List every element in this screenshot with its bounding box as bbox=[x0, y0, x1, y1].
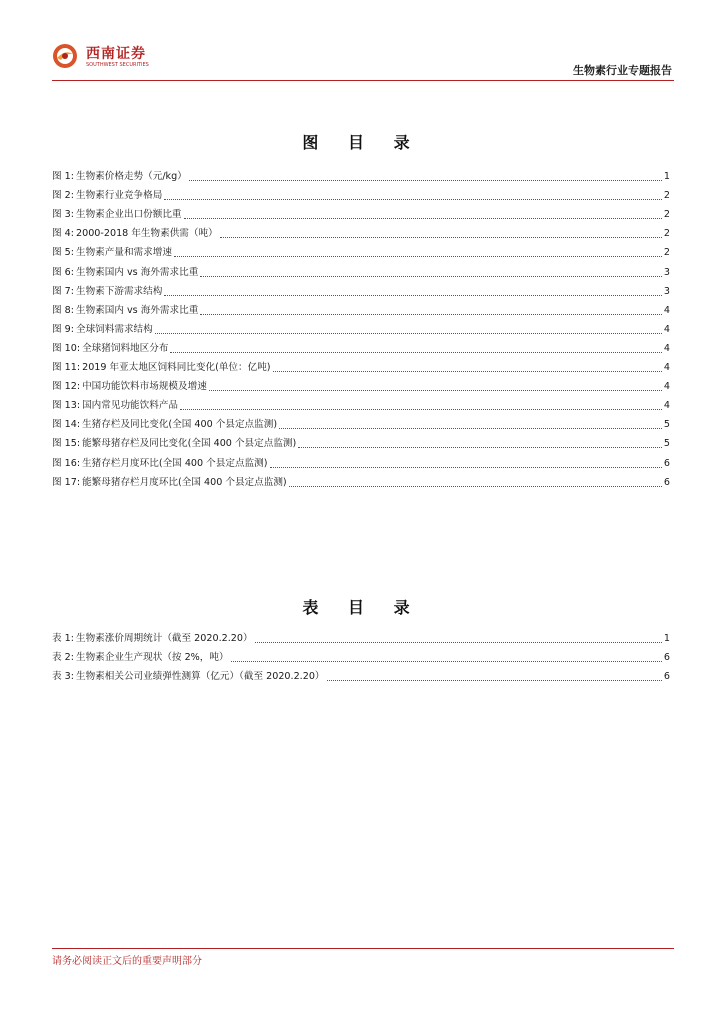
toc-entry-page: 4 bbox=[663, 323, 670, 335]
toc-leader-dots bbox=[164, 198, 662, 200]
toc-entry-page: 2 bbox=[663, 190, 670, 202]
toc-entry-page: 5 bbox=[663, 419, 670, 431]
toc-entry-page: 4 bbox=[663, 342, 670, 354]
toc-entry-number: 图 16: bbox=[52, 457, 81, 469]
toc-leader-dots bbox=[327, 679, 662, 681]
toc-entry-number: 图 10: bbox=[52, 342, 81, 354]
toc-entry[interactable] bbox=[52, 664, 670, 683]
toc-entry[interactable] bbox=[52, 240, 670, 259]
toc-entry[interactable] bbox=[52, 450, 670, 469]
toc-leader-dots bbox=[273, 370, 662, 372]
toc-leader-dots bbox=[164, 294, 662, 296]
header-divider bbox=[52, 80, 674, 81]
toc-entry-label: 2000-2018 年生物素供需（吨） bbox=[75, 228, 218, 240]
toc-entry[interactable] bbox=[52, 374, 670, 393]
toc-leader-dots bbox=[200, 275, 662, 277]
toc-entry-page: 4 bbox=[663, 362, 670, 374]
toc-leader-dots bbox=[279, 427, 662, 429]
toc-leader-dots bbox=[289, 485, 662, 487]
toc-entry-page: 4 bbox=[663, 400, 670, 412]
toc-entry-number: 图 1: bbox=[52, 171, 74, 183]
logo-emblem-icon bbox=[52, 43, 78, 69]
company-logo bbox=[52, 40, 192, 74]
toc-entry-page: 6 bbox=[663, 457, 670, 469]
figures-toc-list bbox=[52, 164, 670, 489]
toc-entry-number: 图 6: bbox=[52, 266, 74, 278]
toc-entry-page: 2 bbox=[663, 247, 670, 259]
toc-entry-label: 生物素下游需求结构 bbox=[75, 285, 163, 297]
toc-entry-page: 6 bbox=[663, 671, 670, 683]
toc-entry[interactable] bbox=[52, 317, 670, 336]
toc-entry-label: 2019 年亚太地区饲料同比变化(单位：亿吨) bbox=[82, 362, 271, 374]
toc-entry-label: 全球饲料需求结构 bbox=[75, 323, 153, 335]
report-title: 生物素行业专题报告 bbox=[573, 64, 672, 77]
toc-leader-dots bbox=[270, 466, 662, 468]
toc-leader-dots bbox=[255, 641, 662, 643]
toc-entry[interactable] bbox=[52, 202, 670, 221]
toc-entry-page: 6 bbox=[663, 652, 670, 664]
toc-entry-label: 生物素价格走势（元/kg） bbox=[75, 171, 187, 183]
toc-entry-label: 能繁母猪存栏及同比变化(全国 400 个县定点监测) bbox=[82, 438, 297, 450]
toc-entry[interactable] bbox=[52, 336, 670, 355]
toc-entry-label: 生物素国内 vs 海外需求比重 bbox=[75, 266, 199, 278]
toc-entry-label: 生物素涨价周期统计（截至 2020.2.20） bbox=[75, 633, 253, 645]
toc-leader-dots bbox=[174, 255, 662, 257]
toc-leader-dots bbox=[231, 660, 662, 662]
toc-entry-page: 4 bbox=[663, 381, 670, 393]
toc-entry-number: 图 13: bbox=[52, 400, 81, 412]
toc-entry-number: 图 5: bbox=[52, 247, 74, 259]
toc-entry[interactable] bbox=[52, 431, 670, 450]
toc-entry-number: 图 14: bbox=[52, 419, 81, 431]
toc-entry-number: 表 2: bbox=[52, 652, 74, 664]
toc-entry-label: 生物素国内 vs 海外需求比重 bbox=[75, 304, 199, 316]
toc-entry-label: 生物素企业生产现状（按 2%，吨） bbox=[75, 652, 229, 664]
toc-entry-number: 图 17: bbox=[52, 476, 81, 488]
toc-entry[interactable] bbox=[52, 626, 670, 645]
toc-entry[interactable] bbox=[52, 412, 670, 431]
toc-entry-page: 3 bbox=[663, 285, 670, 297]
toc-entry-page: 3 bbox=[663, 266, 670, 278]
toc-entry-label: 国内常见功能饮料产品 bbox=[82, 400, 179, 412]
toc-entry-label: 能繁母猪存栏月度环比(全国 400 个县定点监测) bbox=[82, 476, 287, 488]
toc-entry-number: 图 4: bbox=[52, 228, 74, 240]
toc-leader-dots bbox=[200, 313, 662, 315]
toc-entry-label: 生物素企业出口份额比重 bbox=[75, 209, 182, 221]
footer-divider bbox=[52, 948, 674, 949]
toc-entry-number: 图 7: bbox=[52, 285, 74, 297]
toc-entry-number: 图 11: bbox=[52, 362, 81, 374]
toc-leader-dots bbox=[184, 217, 662, 219]
toc-entry-label: 生物素行业竞争格局 bbox=[75, 190, 163, 202]
toc-entry-page: 1 bbox=[663, 171, 670, 183]
toc-entry-label: 生猪存栏月度环比(全国 400 个县定点监测) bbox=[82, 457, 268, 469]
toc-entry-number: 图 12: bbox=[52, 381, 81, 393]
footer-disclaimer: 请务必阅读正文后的重要声明部分 bbox=[52, 956, 202, 967]
toc-entry[interactable] bbox=[52, 393, 670, 412]
toc-entry-label: 中国功能饮料市场规模及增速 bbox=[82, 381, 207, 393]
logo-text-en: SOUTHWEST SECURITIES bbox=[86, 62, 149, 68]
toc-entry[interactable] bbox=[52, 259, 670, 278]
toc-entry[interactable] bbox=[52, 183, 670, 202]
toc-leader-dots bbox=[189, 179, 662, 181]
toc-entry[interactable] bbox=[52, 298, 670, 317]
toc-leader-dots bbox=[209, 389, 662, 391]
tables-toc-list bbox=[52, 626, 670, 683]
toc-entry-page: 2 bbox=[663, 209, 670, 221]
toc-entry-number: 图 15: bbox=[52, 438, 81, 450]
toc-entry[interactable] bbox=[52, 470, 670, 489]
toc-entry-label: 生物素相关公司业绩弹性测算（亿元）（截至 2020.2.20） bbox=[75, 671, 325, 683]
toc-leader-dots bbox=[298, 446, 662, 448]
page-header bbox=[52, 40, 674, 78]
toc-entry[interactable] bbox=[52, 164, 670, 183]
toc-leader-dots bbox=[155, 332, 662, 334]
toc-entry-number: 表 3: bbox=[52, 671, 74, 683]
toc-entry-label: 生猪存栏及同比变化(全国 400 个县定点监测) bbox=[82, 419, 278, 431]
toc-entry-number: 图 9: bbox=[52, 323, 74, 335]
toc-entry-number: 图 2: bbox=[52, 190, 74, 202]
toc-entry-number: 图 8: bbox=[52, 304, 74, 316]
toc-entry-page: 2 bbox=[663, 228, 670, 240]
toc-leader-dots bbox=[180, 408, 662, 410]
toc-entry[interactable] bbox=[52, 221, 670, 240]
toc-entry-page: 4 bbox=[663, 304, 670, 316]
figures-section-title: 图 目 录 bbox=[302, 133, 422, 152]
toc-entry-page: 6 bbox=[663, 476, 670, 488]
toc-entry-label: 全球猪饲料地区分布 bbox=[82, 342, 169, 354]
tables-section-title: 表 目 录 bbox=[302, 598, 422, 617]
toc-leader-dots bbox=[170, 351, 661, 353]
toc-entry[interactable] bbox=[52, 355, 670, 374]
toc-entry-page: 1 bbox=[663, 633, 670, 645]
logo-text-cn: 西南证券 bbox=[86, 46, 146, 62]
toc-entry-number: 表 1: bbox=[52, 633, 74, 645]
toc-entry-number: 图 3: bbox=[52, 209, 74, 221]
toc-entry-page: 5 bbox=[663, 438, 670, 450]
toc-entry[interactable] bbox=[52, 279, 670, 298]
toc-entry[interactable] bbox=[52, 645, 670, 664]
toc-leader-dots bbox=[220, 236, 662, 238]
toc-entry-label: 生物素产量和需求增速 bbox=[75, 247, 172, 259]
